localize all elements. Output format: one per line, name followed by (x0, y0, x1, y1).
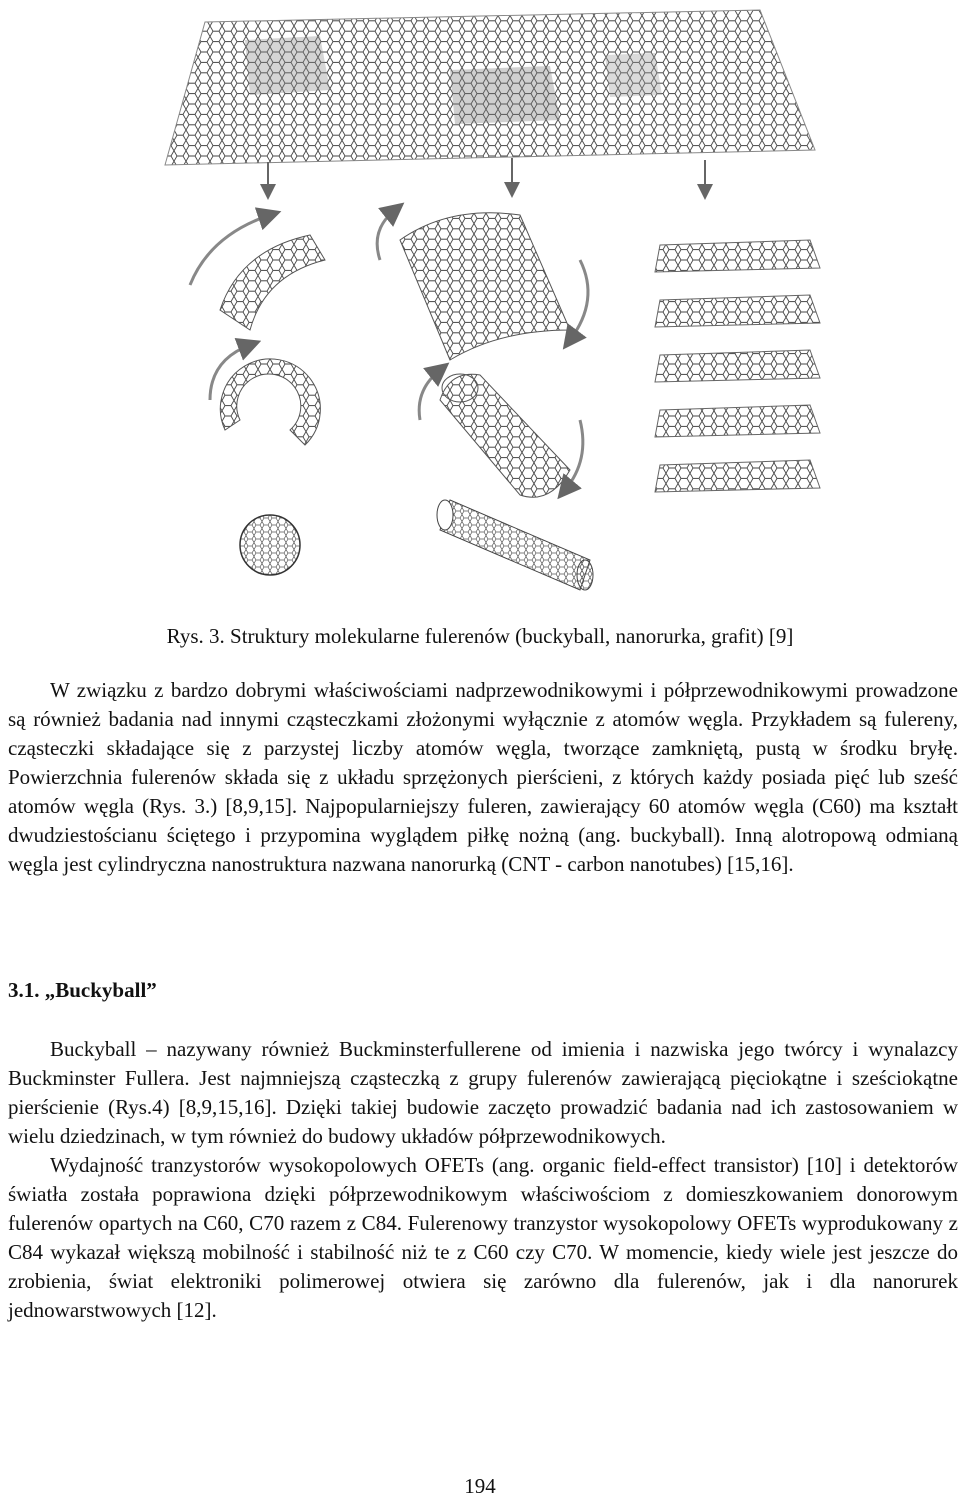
paragraph-intro: W związku z bardzo dobrymi właściwościami nadprzewodnikowymi i półprzewodnikowymi prowadzone są również badania nad innymi cząsteczkami złożonymi wyłącznie z atomów węgla. Przykładem są fulereny, cząsteczki składające się z parzystej liczby atomów węgla, tworzące zamkniętą, pustą w środku bryłę. Powierzchnia fulerenów składa się z układu sprzężonych pierścieni, z których każdy posiada pięć lub sześć atomów węgla (Rys. 3.) [8,9,15]. Najpopularniejszy fuleren, zawierający 60 atomów węgla (C60) ma kształt dwudziestościanu ściętego i przypomina wyglądem piłkę nożną (ang. buckyball). Inną alotropową odmianą węgla jest cylindryczna nanostruktura nazwana nanorurką (CNT - carbon nanotubes) [15,16]. (8, 678, 958, 876)
graphite-layers (655, 240, 820, 492)
carbon-nanotube (437, 500, 593, 590)
paragraph-buckyball: Buckyball – nazywany również Buckminsterfullerene od imienia i nazwiska jego twórcy i wynalazcy Buckminster Fullera. Jest najmniejszą cząsteczką z grupy fulerenów zawierającą pięciokątne i sześciokątne pierścienie (Rys.4) [8,9,15,16]. Dzięki takiej budowie zaczęto prowadzić badania nad ich zastosowaniem w wielu dziedzinach, w tym również do budowy układów półprzewodnikowych. (8, 1037, 958, 1148)
curved-graphene-fragment (190, 215, 325, 330)
nanotube-forming (419, 370, 583, 497)
buckyball-molecule (240, 515, 300, 575)
figure-caption: Rys. 3. Struktury molekularne fulerenów (buckyball, nanorurka, grafit) [9] (166, 624, 794, 648)
down-arrows (268, 158, 705, 192)
intro-section (8, 676, 958, 879)
buckyball-section (8, 1035, 958, 1325)
partial-sphere (210, 345, 320, 445)
graphene-sheet (165, 10, 815, 165)
page-number: 194 (464, 1474, 496, 1498)
section-heading: 3.1. „Buckyball” (8, 978, 157, 1002)
paragraph-ofets: Wydajność tranzystorów wysokopolowych OFETs (ang. organic field-effect transistor) [10] i detektorów światła została poprawiona dzięki półprzewodnikowym właściwościom z domieszkowaniem donorowym fulerenów opartych na C60, C70 razem z C84. Fulerenowy tranzystor wysokopolowy OFETs wyprodukowany z C84 wykazał większą mobilność i stabilność niż te z C60 czy C70. W momencie, kiedy wiele jest jeszcze do zrobienia, świat elektroniki polimerowej otwiera się zarówno dla fulerenów, jak i dla nanorurek jednowarstwowych [12]. (8, 1153, 958, 1322)
rolling-sheet (377, 210, 588, 360)
fullerene-structures-figure (150, 0, 830, 605)
